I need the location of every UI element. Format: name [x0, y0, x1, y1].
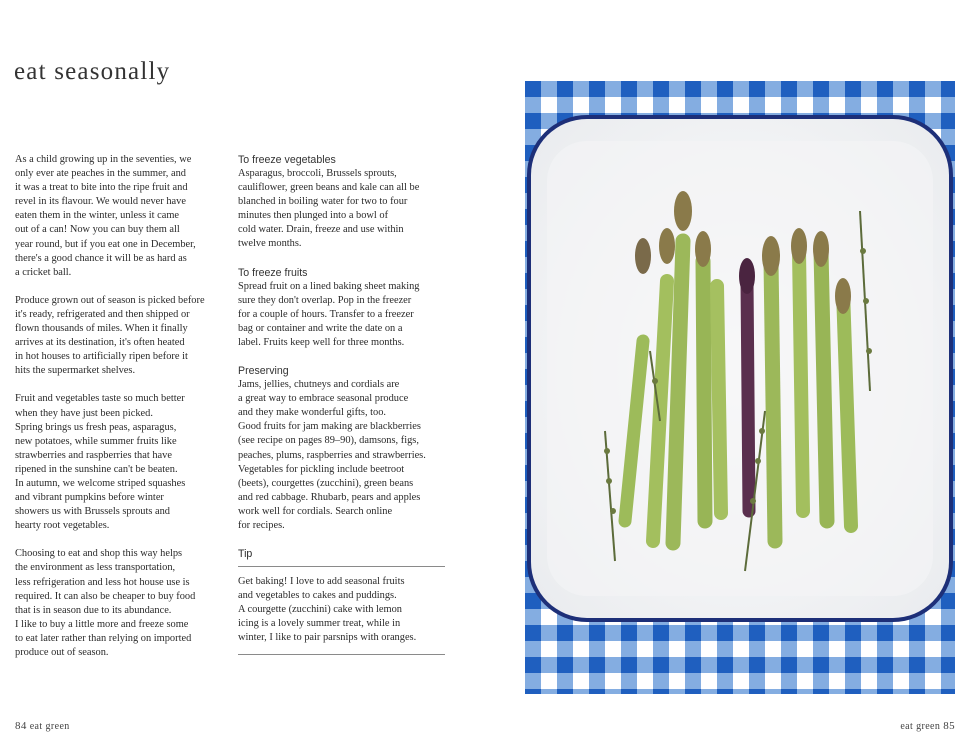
- text-line: label. Fruits keep well for three months.: [238, 336, 405, 348]
- tip-rule-bottom: [238, 654, 445, 655]
- text-line: A courgette (zucchini) cake with lemon: [238, 604, 402, 616]
- text-line: produce out of season.: [15, 647, 109, 658]
- page-number-left: 84: [15, 720, 27, 732]
- running-title-right: eat green: [900, 721, 941, 732]
- text-line: Spread fruit on a lined baking sheet making: [238, 280, 420, 292]
- text-line: bag or container and write the date on a: [238, 322, 403, 334]
- text-line: and they make wonderful gifts, too.: [238, 407, 387, 419]
- text-line: for a couple of hours. Transfer to a freezer: [238, 308, 414, 320]
- text-line: in hot houses to artificially ripen before it: [15, 351, 188, 363]
- text-line: strawberries and raspberries that have: [15, 449, 172, 461]
- text-line: and vegetables to cakes and puddings.: [238, 590, 397, 602]
- body-paragraph: [15, 392, 227, 533]
- text-line: for recipes.: [238, 519, 285, 531]
- tips-section: [238, 153, 450, 252]
- text-line: Produce grown out of season is picked before: [15, 294, 205, 306]
- section-heading: To freeze vegetables: [238, 154, 336, 166]
- text-line: winter, I like to pair parsnips with oranges.: [238, 632, 417, 644]
- text-line: I like to buy a little more and freeze some: [15, 618, 189, 630]
- running-title-left: eat green: [29, 721, 70, 732]
- tips-section: [238, 266, 450, 350]
- text-line: showers us with Brussels sprouts and: [15, 506, 170, 518]
- text-line: peaches, plums, raspberries and strawberries.: [238, 449, 426, 461]
- text-line: As a child growing up in the seventies, we: [15, 154, 192, 165]
- footer-left: [15, 720, 70, 732]
- tips-section: [238, 364, 450, 533]
- text-line: a great way to embrace seasonal produce: [238, 393, 409, 405]
- body-paragraph: [15, 547, 227, 660]
- text-line: year round, but if you eat one in December,: [15, 238, 196, 250]
- tip-box: [238, 547, 450, 654]
- text-line: cold water. Drain, freeze and use within: [238, 224, 404, 236]
- text-line: Choosing to eat and shop this way helps: [15, 548, 183, 560]
- text-line: required. It can also be cheaper to buy food: [15, 590, 196, 602]
- text-line: Fruit and vegetables taste so much better: [15, 393, 185, 405]
- text-line: eaten them in the winter, unless it came: [15, 210, 180, 222]
- section-heading: Preserving: [238, 365, 289, 378]
- text-line: Good fruits for jam making are blackberries: [238, 421, 421, 433]
- text-line: (beets), courgettes (zucchini), green beans: [238, 477, 414, 489]
- text-line: Vegetables for pickling include beetroot: [238, 463, 405, 475]
- text-line: less refrigeration and less hot house use is: [15, 576, 190, 588]
- text-line: hearty root vegetables.: [15, 520, 110, 532]
- text-line: out of a can! Now you can buy them all: [15, 224, 180, 236]
- page-number-right: 85: [943, 720, 955, 732]
- tips-column: [238, 153, 450, 655]
- text-line: a cricket ball.: [15, 266, 72, 278]
- tip-rule-top: [238, 566, 445, 567]
- text-line: Asparagus, broccoli, Brussels sprouts,: [238, 168, 397, 179]
- text-line: flown thousands of miles. When it finally: [15, 323, 188, 335]
- text-line: blanched in boiling water for two to four: [238, 196, 408, 208]
- text-line: twelve months.: [238, 238, 302, 250]
- section-heading: To freeze fruits: [238, 266, 308, 279]
- text-line: cauliflower, green beans and kale can all be: [238, 182, 420, 194]
- text-line: that is in season due to its abundance.: [15, 604, 172, 616]
- body-paragraph: [15, 294, 227, 379]
- text-line: and red cabbage. Rhubarb, pears and apples: [238, 491, 421, 503]
- text-line: it's ready, refrigerated and then shipped or: [15, 308, 190, 320]
- text-line: Spring brings us fresh peas, asparagus,: [15, 421, 177, 433]
- asparagus-photo: [525, 81, 955, 694]
- text-line: the environment as less transportation,: [15, 562, 176, 574]
- footer-right: [900, 720, 955, 732]
- text-line: (see recipe on pages 89–90), damsons, figs,: [238, 435, 419, 447]
- text-line: only ever ate peaches in the summer, and: [15, 168, 186, 180]
- tip-heading: Tip: [238, 548, 253, 561]
- text-line: there's a good chance it will be as hard as: [15, 252, 187, 264]
- text-line: sure they don't overlap. Pop in the freezer: [238, 294, 412, 306]
- text-line: hits the supermarket shelves.: [15, 365, 136, 377]
- text-line: Jams, jellies, chutneys and cordials are: [238, 379, 400, 391]
- text-line: to eat later rather than relying on imported: [15, 632, 192, 644]
- text-line: when they have just been picked.: [15, 407, 153, 419]
- text-line: it was a treat to bite into the ripe fruit and: [15, 182, 188, 194]
- text-line: revel in its flavour. We would never have: [15, 196, 186, 208]
- text-line: and vibrant pumpkins before winter: [15, 492, 164, 504]
- text-line: Get baking! I love to add seasonal fruits: [238, 576, 405, 588]
- text-line: minutes then plunged into a bowl of: [238, 210, 389, 222]
- text-line: arrives at its destination, it's often heated: [15, 337, 185, 349]
- text-line: ripened in the sunshine can't be beaten.: [15, 463, 178, 475]
- text-line: icing is a lovely summer treat, while in: [238, 618, 401, 630]
- text-line: work well for cordials. Search online: [238, 505, 393, 517]
- text-line: new potatoes, while summer fruits like: [15, 435, 177, 447]
- intro-column: [15, 153, 227, 674]
- page-title: eat seasonally: [14, 58, 171, 85]
- body-paragraph: [15, 153, 227, 280]
- text-line: In autumn, we welcome striped squashes: [15, 477, 186, 489]
